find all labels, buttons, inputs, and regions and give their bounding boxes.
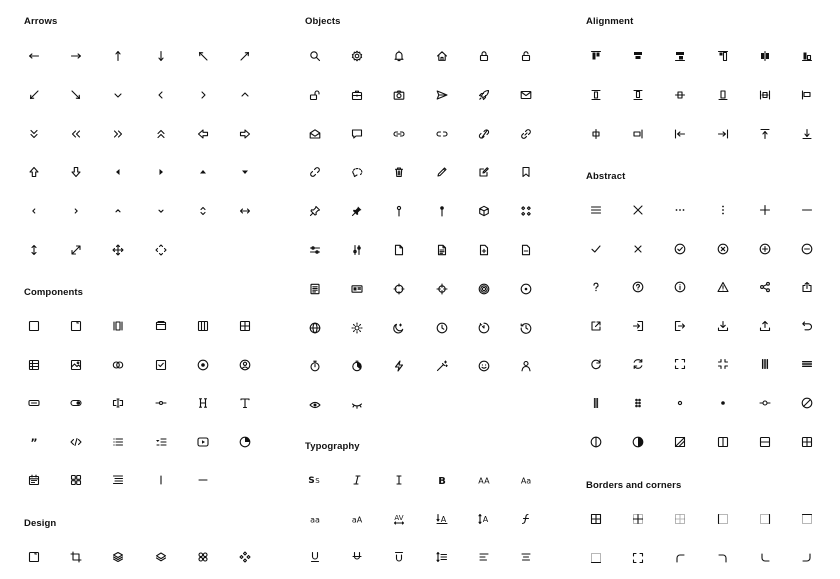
text-align-justify-icon[interactable] [108, 470, 128, 490]
border-left-icon[interactable] [713, 509, 733, 529]
drag-handle-horizontal-icon[interactable] [797, 354, 817, 374]
border-all-icon[interactable] [586, 509, 606, 529]
file-text-icon[interactable] [432, 240, 452, 260]
arrow-up-icon[interactable] [108, 46, 128, 66]
pin-center-v-icon[interactable] [586, 124, 606, 144]
camera-icon[interactable] [389, 85, 409, 105]
crosshair-icon[interactable] [389, 279, 409, 299]
divider-vertical-icon[interactable] [151, 470, 171, 490]
slider-icon[interactable] [151, 393, 171, 413]
avatar-icon[interactable] [235, 355, 255, 375]
border-split-icon[interactable] [628, 509, 648, 529]
space-between-vertical-icon[interactable] [628, 85, 648, 105]
letter-case-capitalize-icon[interactable] [516, 470, 536, 490]
section-title-alignment: Alignment [586, 16, 634, 27]
align-baseline-icon[interactable] [797, 46, 817, 66]
text-align-left-icon[interactable] [474, 547, 494, 567]
mixer-horizontal-icon[interactable] [305, 240, 325, 260]
section-title-components: Components [24, 287, 84, 298]
chevrons-left-icon[interactable] [66, 124, 86, 144]
envelope-open-icon[interactable] [305, 124, 325, 144]
reset-icon[interactable] [797, 316, 817, 336]
border-none-icon[interactable] [670, 509, 690, 529]
toggle-icon[interactable] [66, 393, 86, 413]
link-2-icon[interactable] [432, 124, 452, 144]
arrow-down-icon[interactable] [151, 46, 171, 66]
upload-icon[interactable] [755, 316, 775, 336]
enter-full-screen-icon[interactable] [151, 240, 171, 260]
row-layout-icon[interactable] [755, 432, 775, 452]
hamburger-menu-icon[interactable] [586, 200, 606, 220]
id-card-icon[interactable] [347, 279, 367, 299]
info-circled-icon[interactable] [670, 277, 690, 297]
triangle-left-icon[interactable] [108, 162, 128, 182]
dropdown-menu-icon[interactable] [151, 432, 171, 452]
drawing-pin-filled-icon[interactable] [432, 201, 452, 221]
link-chain-icon[interactable] [516, 124, 536, 144]
underline-icon[interactable] [305, 547, 325, 567]
width-arrows-icon[interactable] [235, 201, 255, 221]
line-height-icon[interactable] [474, 509, 494, 529]
pin-filled-icon[interactable] [347, 201, 367, 221]
chevrons-down-icon[interactable] [24, 124, 44, 144]
pencil-square-icon[interactable] [474, 162, 494, 182]
chevron-up-icon[interactable] [235, 85, 255, 105]
pin-right-arrow-icon[interactable] [713, 124, 733, 144]
drag-handle-dots-icon[interactable] [586, 393, 606, 413]
magic-wand-icon[interactable] [432, 356, 452, 376]
enter-icon[interactable] [628, 316, 648, 336]
strikethrough-icon[interactable] [347, 547, 367, 567]
chevron-down-icon[interactable] [108, 85, 128, 105]
overline-icon[interactable] [389, 547, 409, 567]
triangle-down-icon[interactable] [235, 162, 255, 182]
stopwatch-icon[interactable] [305, 356, 325, 376]
chat-bubble-icon[interactable] [347, 124, 367, 144]
clock-icon[interactable] [432, 318, 452, 338]
section-title-design: Design [24, 518, 57, 529]
grid-icon[interactable] [235, 316, 255, 336]
svg-text:A: A [482, 514, 489, 524]
paper-plane-icon[interactable] [432, 85, 452, 105]
dot-icon[interactable] [670, 393, 690, 413]
align-bottom-icon[interactable] [670, 46, 690, 66]
font-family-icon[interactable] [516, 509, 536, 529]
pin-center-icon[interactable] [670, 85, 690, 105]
check-icon[interactable] [586, 239, 606, 259]
external-link-icon[interactable] [586, 316, 606, 336]
space-evenly-horizontal-icon[interactable] [755, 85, 775, 105]
dot-filled-icon[interactable] [713, 393, 733, 413]
letter-case-uppercase-icon[interactable] [474, 470, 494, 490]
plus-icon[interactable] [755, 200, 775, 220]
triangle-right-icon[interactable] [151, 162, 171, 182]
envelope-closed-icon[interactable] [516, 85, 536, 105]
section-title-objects: Objects [305, 16, 341, 27]
minus-circled-icon[interactable] [797, 239, 817, 259]
grid-layout-icon[interactable] [797, 432, 817, 452]
countdown-timer-icon[interactable] [474, 318, 494, 338]
exit-full-screen-icon[interactable] [713, 354, 733, 374]
table-icon[interactable] [24, 355, 44, 375]
cross-icon[interactable] [628, 200, 648, 220]
reload-icon[interactable] [586, 354, 606, 374]
checkbox-icon[interactable] [151, 355, 171, 375]
person-icon[interactable] [516, 356, 536, 376]
letter-spacing-icon[interactable] [389, 509, 409, 529]
mixer-vertical-icon[interactable] [347, 240, 367, 260]
file-plus-icon[interactable] [474, 240, 494, 260]
chevron-left-icon[interactable] [151, 85, 171, 105]
calendar-icon[interactable] [24, 470, 44, 490]
download-icon[interactable] [713, 316, 733, 336]
lock-open-icon[interactable] [516, 46, 536, 66]
chevrons-right-icon[interactable] [108, 124, 128, 144]
thick-arrow-left-icon[interactable] [193, 124, 213, 144]
reader-icon[interactable] [305, 279, 325, 299]
magnifying-glass-icon[interactable] [305, 46, 325, 66]
face-icon[interactable] [474, 356, 494, 376]
quote-icon[interactable] [24, 432, 44, 452]
pin-left-arrow-icon[interactable] [670, 124, 690, 144]
text-align-center-icon[interactable] [516, 547, 536, 567]
target-icon[interactable] [474, 279, 494, 299]
image-icon[interactable] [66, 355, 86, 375]
dashboard-icon[interactable] [66, 470, 86, 490]
list-bullet-icon[interactable] [108, 432, 128, 452]
svg-text:A: A [440, 514, 446, 524]
svg-text:”: ” [30, 436, 38, 450]
pin-bottom-icon[interactable] [713, 85, 733, 105]
question-mark-circled-icon[interactable] [628, 277, 648, 297]
letter-case-toggle-icon[interactable] [347, 509, 367, 529]
link-1-icon[interactable] [389, 124, 409, 144]
svg-text:AA: AA [478, 476, 490, 486]
svg-text:S: S [308, 476, 315, 486]
caret-left-icon[interactable] [24, 201, 44, 221]
drawing-pin-icon[interactable] [389, 201, 409, 221]
eye-closed-icon[interactable] [347, 395, 367, 415]
layers-icon[interactable] [108, 547, 128, 567]
component-instance-icon[interactable] [108, 316, 128, 336]
radiobutton-icon[interactable] [193, 355, 213, 375]
divider-horizontal-icon[interactable] [193, 470, 213, 490]
frame-icon[interactable] [66, 316, 86, 336]
font-style-icon[interactable] [305, 470, 325, 490]
circle-half-icon[interactable] [586, 432, 606, 452]
code-icon[interactable] [66, 432, 86, 452]
caret-right-icon[interactable] [66, 201, 86, 221]
thick-arrow-down-icon[interactable] [66, 162, 86, 182]
align-center-horizontal-icon[interactable] [755, 46, 775, 66]
globe-icon[interactable] [305, 318, 325, 338]
lock-open-2-icon[interactable] [305, 85, 325, 105]
pie-chart-icon[interactable] [235, 432, 255, 452]
move-icon[interactable] [108, 240, 128, 260]
component-icon[interactable] [516, 201, 536, 221]
crosshair-2-icon[interactable] [432, 279, 452, 299]
section-title-abstract: Abstract [586, 171, 626, 182]
caret-up-icon[interactable] [108, 201, 128, 221]
align-center-vertical-icon[interactable] [628, 46, 648, 66]
sun-icon[interactable] [347, 318, 367, 338]
caret-sort-icon[interactable] [193, 201, 213, 221]
chevrons-up-icon[interactable] [151, 124, 171, 144]
check-circled-icon[interactable] [670, 239, 690, 259]
text-baseline-icon[interactable] [432, 509, 452, 529]
link-none-icon[interactable] [305, 162, 325, 182]
arrow-down-right-icon[interactable] [66, 85, 86, 105]
gear-icon[interactable] [347, 46, 367, 66]
share-icon[interactable] [755, 277, 775, 297]
corner-top-left-icon[interactable] [670, 548, 690, 568]
moon-icon[interactable] [389, 318, 409, 338]
dot-circle-icon[interactable] [516, 279, 536, 299]
box-icon[interactable] [24, 316, 44, 336]
rocket-icon[interactable] [474, 85, 494, 105]
expand-icon[interactable] [66, 240, 86, 260]
minus-icon[interactable] [797, 200, 817, 220]
column-layout-icon[interactable] [713, 432, 733, 452]
share-box-icon[interactable] [797, 277, 817, 297]
heading-icon[interactable] [193, 393, 213, 413]
pin-left-icon[interactable] [797, 85, 817, 105]
drag-handle-dots-2-icon[interactable] [628, 393, 648, 413]
svg-text:AV: AV [394, 513, 404, 522]
update-icon[interactable] [628, 354, 648, 374]
font-italic-icon[interactable] [347, 470, 367, 490]
corner-top-right-icon[interactable] [713, 548, 733, 568]
border-bottom-icon[interactable] [586, 548, 606, 568]
section-title-borders: Borders and corners [586, 480, 682, 491]
pencil-icon[interactable] [432, 162, 452, 182]
question-mark-icon[interactable] [586, 277, 606, 297]
corner-bottom-left-icon[interactable] [755, 548, 775, 568]
letter-case-lowercase-icon[interactable] [305, 509, 325, 529]
bookmark-icon[interactable] [516, 162, 536, 182]
lightning-bolt-icon[interactable] [389, 356, 409, 376]
svg-text:Aa: Aa [520, 476, 532, 486]
home-icon[interactable] [432, 46, 452, 66]
height-arrows-icon[interactable] [24, 240, 44, 260]
cross-circled-icon[interactable] [713, 239, 733, 259]
stack-icon[interactable] [151, 547, 171, 567]
link-break-icon[interactable] [474, 124, 494, 144]
file-icon[interactable] [389, 240, 409, 260]
timer-icon[interactable] [347, 356, 367, 376]
frame-icon[interactable] [24, 547, 44, 567]
blending-mode-icon[interactable] [193, 547, 213, 567]
pin-right-icon[interactable] [628, 124, 648, 144]
line-spacing-icon[interactable] [432, 547, 452, 567]
drag-handle-vertical-icon[interactable] [755, 354, 775, 374]
border-right-icon[interactable] [755, 509, 775, 529]
component-boolean-icon[interactable] [108, 355, 128, 375]
thick-arrow-right-icon[interactable] [235, 124, 255, 144]
dots-vertical-icon[interactable] [713, 200, 733, 220]
file-minus-icon[interactable] [516, 240, 536, 260]
slash-icon[interactable] [797, 393, 817, 413]
svg-text:S: S [315, 477, 320, 485]
crop-icon[interactable] [66, 547, 86, 567]
pin-icon[interactable] [305, 201, 325, 221]
input-icon[interactable] [108, 393, 128, 413]
text-icon[interactable] [235, 393, 255, 413]
corner-bottom-right-icon[interactable] [797, 548, 817, 568]
lock-closed-icon[interactable] [474, 46, 494, 66]
plus-circled-icon[interactable] [755, 239, 775, 259]
arrow-down-left-icon[interactable] [24, 85, 44, 105]
video-icon[interactable] [193, 432, 213, 452]
svg-text:aa: aa [310, 515, 320, 525]
shadow-icon[interactable] [670, 432, 690, 452]
exclamation-triangle-icon[interactable] [713, 277, 733, 297]
svg-text:B: B [437, 476, 446, 487]
arrow-right-icon[interactable] [66, 46, 86, 66]
svg-text:aA: aA [352, 515, 363, 525]
cross-small-icon[interactable] [628, 239, 648, 259]
triangle-up-icon[interactable] [193, 162, 213, 182]
section-title-typography: Typography [305, 441, 360, 452]
bell-icon[interactable] [389, 46, 409, 66]
exit-icon[interactable] [670, 316, 690, 336]
lasso-icon[interactable] [347, 162, 367, 182]
section-icon[interactable] [151, 316, 171, 336]
chevron-right-icon[interactable] [193, 85, 213, 105]
arrow-up-left-icon[interactable] [193, 46, 213, 66]
corners-icon[interactable] [670, 354, 690, 374]
caret-down-icon[interactable] [151, 201, 171, 221]
pin-top-arrow-icon[interactable] [755, 124, 775, 144]
trash-icon[interactable] [389, 162, 409, 182]
component-2-icon[interactable] [235, 547, 255, 567]
space-evenly-vertical-icon[interactable] [586, 85, 606, 105]
section-title-arrows: Arrows [24, 16, 58, 27]
stretch-vertical-icon[interactable] [713, 46, 733, 66]
thick-arrow-up-icon[interactable] [24, 162, 44, 182]
pin-bottom-arrow-icon[interactable] [797, 124, 817, 144]
corners-dashed-icon[interactable] [628, 548, 648, 568]
contrast-icon[interactable] [628, 432, 648, 452]
cube-icon[interactable] [474, 201, 494, 221]
counter-clockwise-clock-icon[interactable] [516, 318, 536, 338]
border-top-icon[interactable] [797, 509, 817, 529]
backpack-icon[interactable] [347, 85, 367, 105]
align-top-icon[interactable] [586, 46, 606, 66]
font-bold-icon[interactable] [432, 470, 452, 490]
arrow-up-right-icon[interactable] [235, 46, 255, 66]
eye-open-icon[interactable] [305, 395, 325, 415]
arrow-left-icon[interactable] [24, 46, 44, 66]
button-icon[interactable] [24, 393, 44, 413]
columns-icon[interactable] [193, 316, 213, 336]
commit-icon[interactable] [755, 393, 775, 413]
dots-horizontal-icon[interactable] [670, 200, 690, 220]
text-cursor-icon[interactable] [389, 470, 409, 490]
